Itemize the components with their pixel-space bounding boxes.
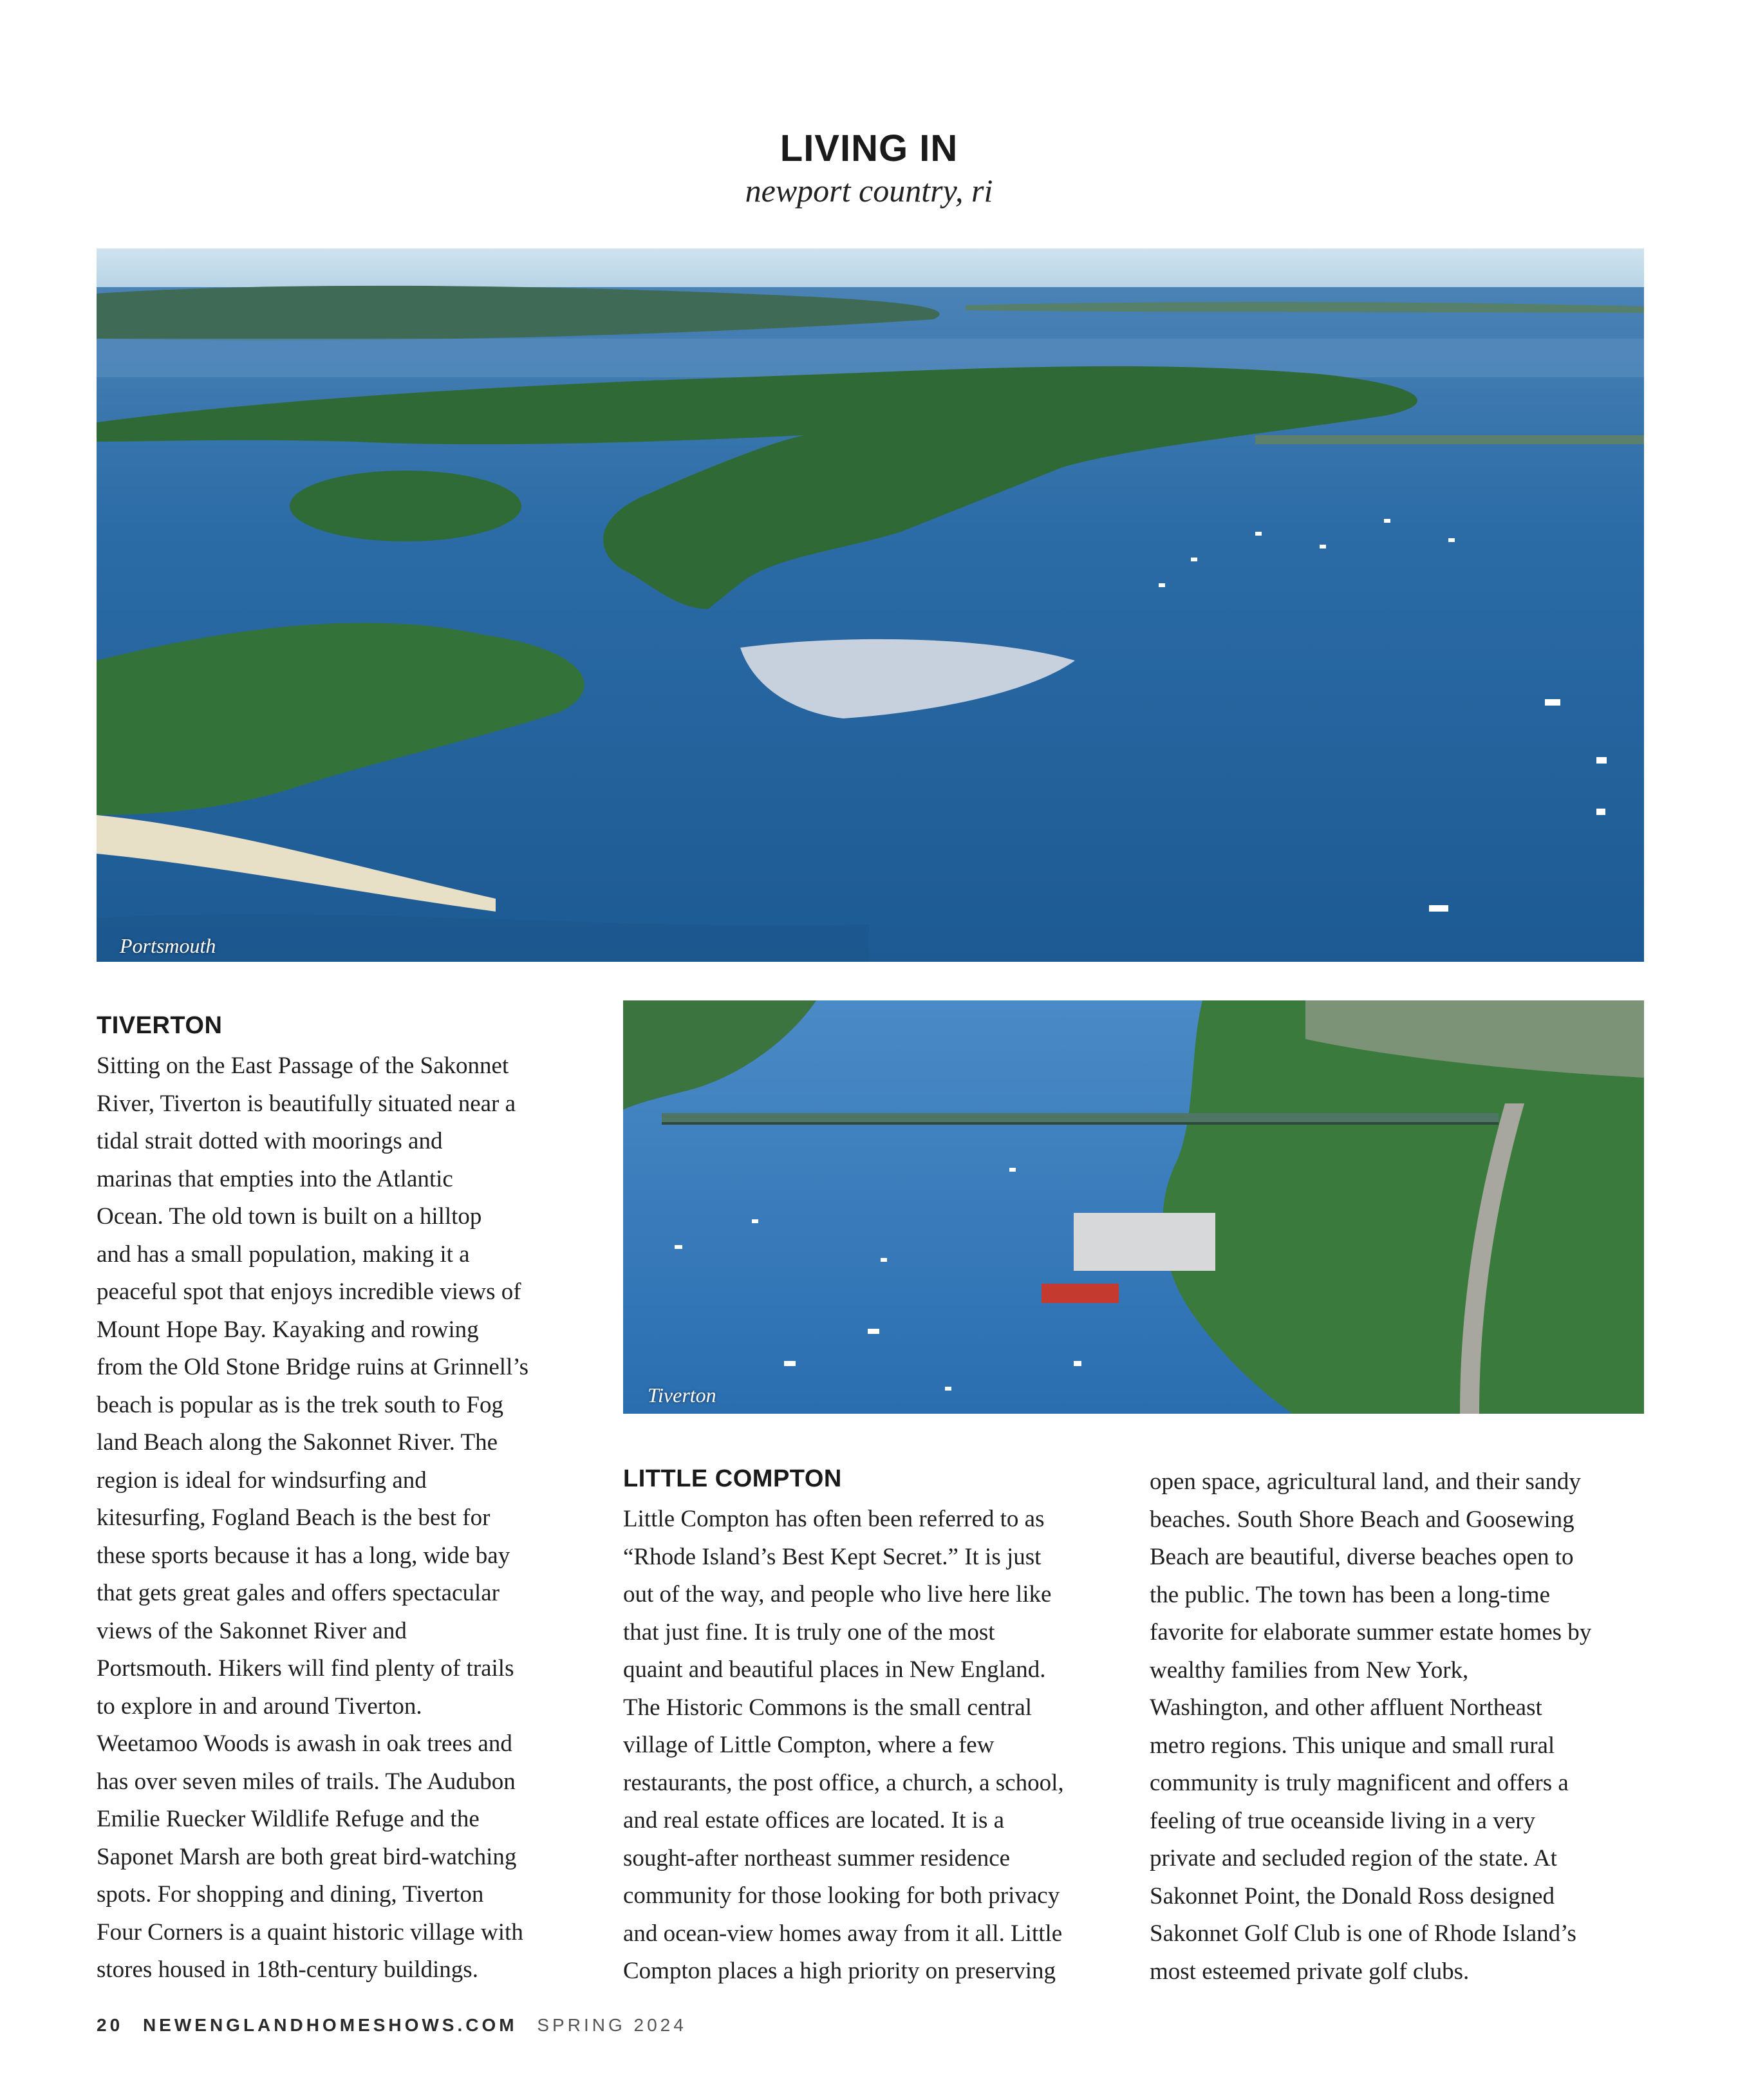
text-line: most esteemed private golf clubs. <box>1150 1958 1470 1985</box>
text-line: views of the Sakonnet River and <box>97 1617 407 1644</box>
text-line: Compton places a high priority on preserving <box>623 1958 1056 1984</box>
text-line: Little Compton has often been referred to as <box>623 1506 1045 1532</box>
text-line: Beach are beautiful, diverse beaches open to <box>1150 1544 1574 1570</box>
text-line: Washington, and other affluent Northeast <box>1150 1694 1542 1721</box>
text-line: the public. The town has been a long-time <box>1150 1581 1550 1608</box>
text-line: The Historic Commons is the small central <box>623 1694 1033 1721</box>
text-line: “Rhode Island’s Best Kept Secret.” It is just <box>623 1543 1042 1570</box>
section-subtitle: newport country, ri <box>745 173 993 209</box>
text-line: and has a small population, making it a <box>97 1241 470 1268</box>
text-line: beach is popular as is the trek south to Fog <box>97 1391 503 1418</box>
tiverton-heading: TIVERTON <box>97 1012 223 1039</box>
text-line: out of the way, and people who live here like <box>623 1581 1052 1608</box>
portsmouth-caption: Portsmouth <box>120 934 216 957</box>
little-compton-heading: LITTLE COMPTON <box>623 1465 842 1492</box>
text-line: Sitting on the East Passage of the Sakonnet <box>97 1053 509 1079</box>
text-line: and real estate offices are located. It is a <box>623 1807 1005 1833</box>
text-line: restaurants, the post office, a church, a school, <box>623 1769 1064 1796</box>
text-line: that just fine. It is truly one of the most <box>623 1618 995 1645</box>
text-line: River, Tiverton is beautifully situated near a <box>97 1090 516 1117</box>
text-line: favorite for elaborate summer estate homes by <box>1150 1619 1592 1645</box>
text-line: has over seven miles of trails. The Audubon <box>97 1768 516 1795</box>
text-line: quaint and beautiful places in New England. <box>623 1656 1046 1683</box>
text-line: Portsmouth. Hikers will find plenty of trails <box>97 1655 514 1682</box>
text-line: metro regions. This unique and small rural <box>1150 1732 1555 1759</box>
text-line: marinas that empties into the Atlantic <box>97 1165 453 1192</box>
tiverton-body <box>97 1047 605 1989</box>
text-line: to explore in and around Tiverton. <box>97 1692 422 1720</box>
text-line: Ocean. The old town is built on a hilltop <box>97 1203 482 1230</box>
text-line: Emilie Ruecker Wildlife Refuge and the <box>97 1806 480 1832</box>
text-line: village of Little Compton, where a few <box>623 1732 995 1758</box>
text-line: beaches. South Shore Beach and Goosewing <box>1150 1506 1574 1533</box>
text-line: tidal strait dotted with moorings and <box>97 1128 443 1154</box>
text-line: sought-after northeast summer residence <box>623 1844 1011 1871</box>
text-line: these sports because it has a long, wide bay <box>97 1542 510 1569</box>
text-line: Mount Hope Bay. Kayaking and rowing <box>97 1316 479 1343</box>
text-line: Sakonnet Golf Club is one of Rhode Island’s <box>1150 1920 1576 1947</box>
text-line: from the Old Stone Bridge ruins at Grinnell’s <box>97 1354 529 1380</box>
text-line: wealthy families from New York, <box>1150 1656 1469 1683</box>
page-number: 20 <box>97 2015 124 2035</box>
website-link[interactable]: NEWENGLANDHOMESHOWS.COM <box>142 2015 518 2035</box>
text-line: and ocean-view homes away from it all. Little <box>623 1920 1063 1947</box>
text-line: kitesurfing, Fogland Beach is the best for <box>97 1505 491 1531</box>
text-line: Saponet Marsh are both great bird-watching <box>97 1843 517 1870</box>
text-line: spots. For shopping and dining, Tiverton <box>97 1881 484 1908</box>
text-line: land Beach along the Sakonnet River. The <box>97 1429 498 1456</box>
text-line: open space, agricultural land, and their sandy <box>1150 1468 1581 1495</box>
text-line: private and secluded region of the state. At <box>1150 1845 1557 1871</box>
text-line: Sakonnet Point, the Donald Ross designed <box>1150 1882 1555 1909</box>
text-line: region is ideal for windsurfing and <box>97 1467 427 1494</box>
little-compton-col1 <box>623 1501 1125 1991</box>
text-line: stores housed in 18th-century buildings. <box>97 1956 478 1983</box>
page-footer <box>97 2015 687 2036</box>
portsmouth-aerial-photo <box>97 248 1644 962</box>
text-line: community for those looking for both privacy <box>623 1882 1060 1909</box>
issue-label: SPRING 2024 <box>537 2015 687 2035</box>
section-title: LIVING IN <box>780 127 958 169</box>
text-line: community is truly magnificent and offers a <box>1150 1770 1569 1796</box>
tiverton-aerial-photo <box>623 1000 1644 1414</box>
text-line: feeling of true oceanside living in a very <box>1150 1807 1535 1834</box>
tiverton-caption: Tiverton <box>648 1383 716 1407</box>
text-line: Weetamoo Woods is awash in oak trees and <box>97 1730 512 1757</box>
little-compton-col2 <box>1150 1463 1652 1991</box>
text-line: that gets great gales and offers spectacular <box>97 1580 500 1606</box>
text-line: peaceful spot that enjoys incredible views of <box>97 1279 521 1305</box>
text-line: Four Corners is a quaint historic village with <box>97 1918 523 1945</box>
